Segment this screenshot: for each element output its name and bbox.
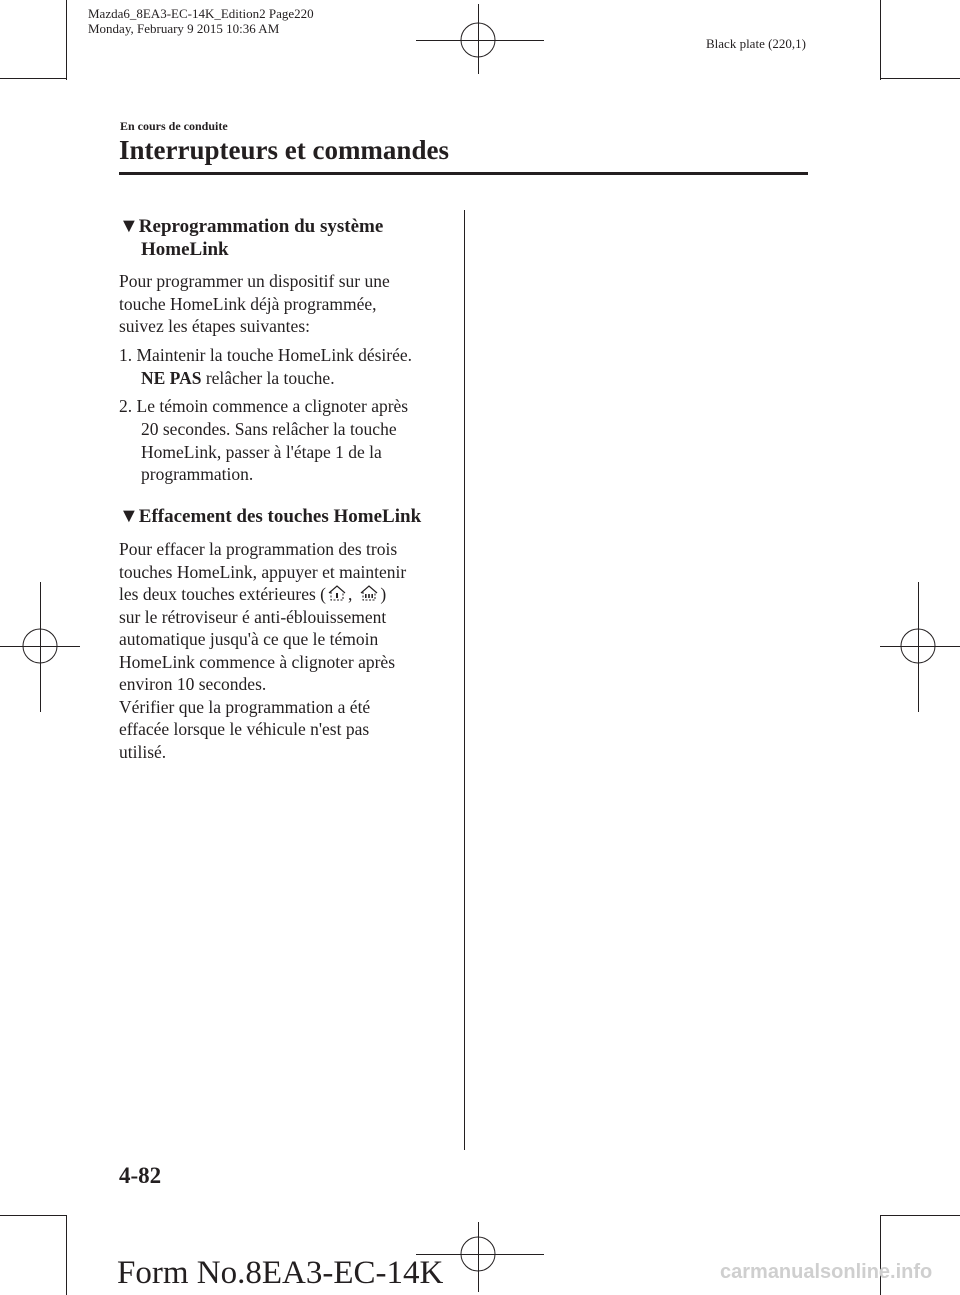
homelink-button-3-icon bbox=[358, 584, 380, 602]
step-1-line2: NE PAS relâcher la touche. bbox=[141, 368, 335, 388]
homelink-button-1-icon bbox=[326, 584, 348, 602]
reprogramming-intro: Pour programmer un dispositif sur une touche HomeLink déjà programmée, suivez les étapes suivantes: bbox=[119, 271, 390, 336]
plate-label: Black plate (220,1) bbox=[706, 36, 806, 51]
section-label: En cours de conduite bbox=[120, 119, 228, 133]
triangle-down-icon: ▼ bbox=[119, 505, 139, 527]
triangle-down-icon: ▼ bbox=[119, 215, 139, 237]
page-number: 4-82 bbox=[119, 1163, 162, 1188]
section-heading-reprogramming: ▼Reprogrammation du système bbox=[119, 215, 384, 237]
step-number: 2. bbox=[119, 396, 133, 416]
step-number: 1. bbox=[119, 345, 133, 365]
erase-body: Pour effacer la programmation des trois touches HomeLink, appuyer et maintenir les deux touches extérieures ( , ) sur le rétroviseur é anti-éblouissement automatique jusqu'à ce que le témoin HomeLink commence à clignoter après environ 10 secondes. Vérifier que la programmation a été effacée lorsque le véhicule n'est pas utilisé. bbox=[119, 539, 407, 762]
title-rule bbox=[119, 172, 808, 175]
line-with-icons: les deux touches extérieures ( , ) bbox=[119, 584, 387, 604]
step-1 bbox=[119, 344, 412, 367]
step-2-continued: 20 secondes. Sans relâcher la touche HomeLink, passer à l'étape 1 de la programmation. bbox=[141, 419, 397, 484]
section-heading-reprogramming-line2: HomeLink bbox=[141, 239, 229, 260]
step-2: 2. Le témoin commence a clignoter après bbox=[119, 396, 409, 416]
watermark: carmanualsonline.info bbox=[720, 1261, 933, 1283]
step-text: Maintenir la touche HomeLink désirée. bbox=[136, 345, 413, 365]
page-title: Interrupteurs et commandes bbox=[119, 135, 449, 165]
print-job-info bbox=[88, 6, 314, 36]
section-heading-erase: ▼Effacement des touches HomeLink bbox=[119, 505, 422, 527]
column-divider bbox=[464, 210, 465, 1150]
form-number: Form No.8EA3-EC-14K bbox=[117, 1255, 444, 1291]
print-job-line1: Mazda6_8EA3-EC-14K_Edition2 Page220 bbox=[88, 6, 314, 21]
print-job-line2: Monday, February 9 2015 10:36 AM bbox=[88, 21, 280, 36]
warning-text: NE PAS bbox=[141, 368, 202, 388]
